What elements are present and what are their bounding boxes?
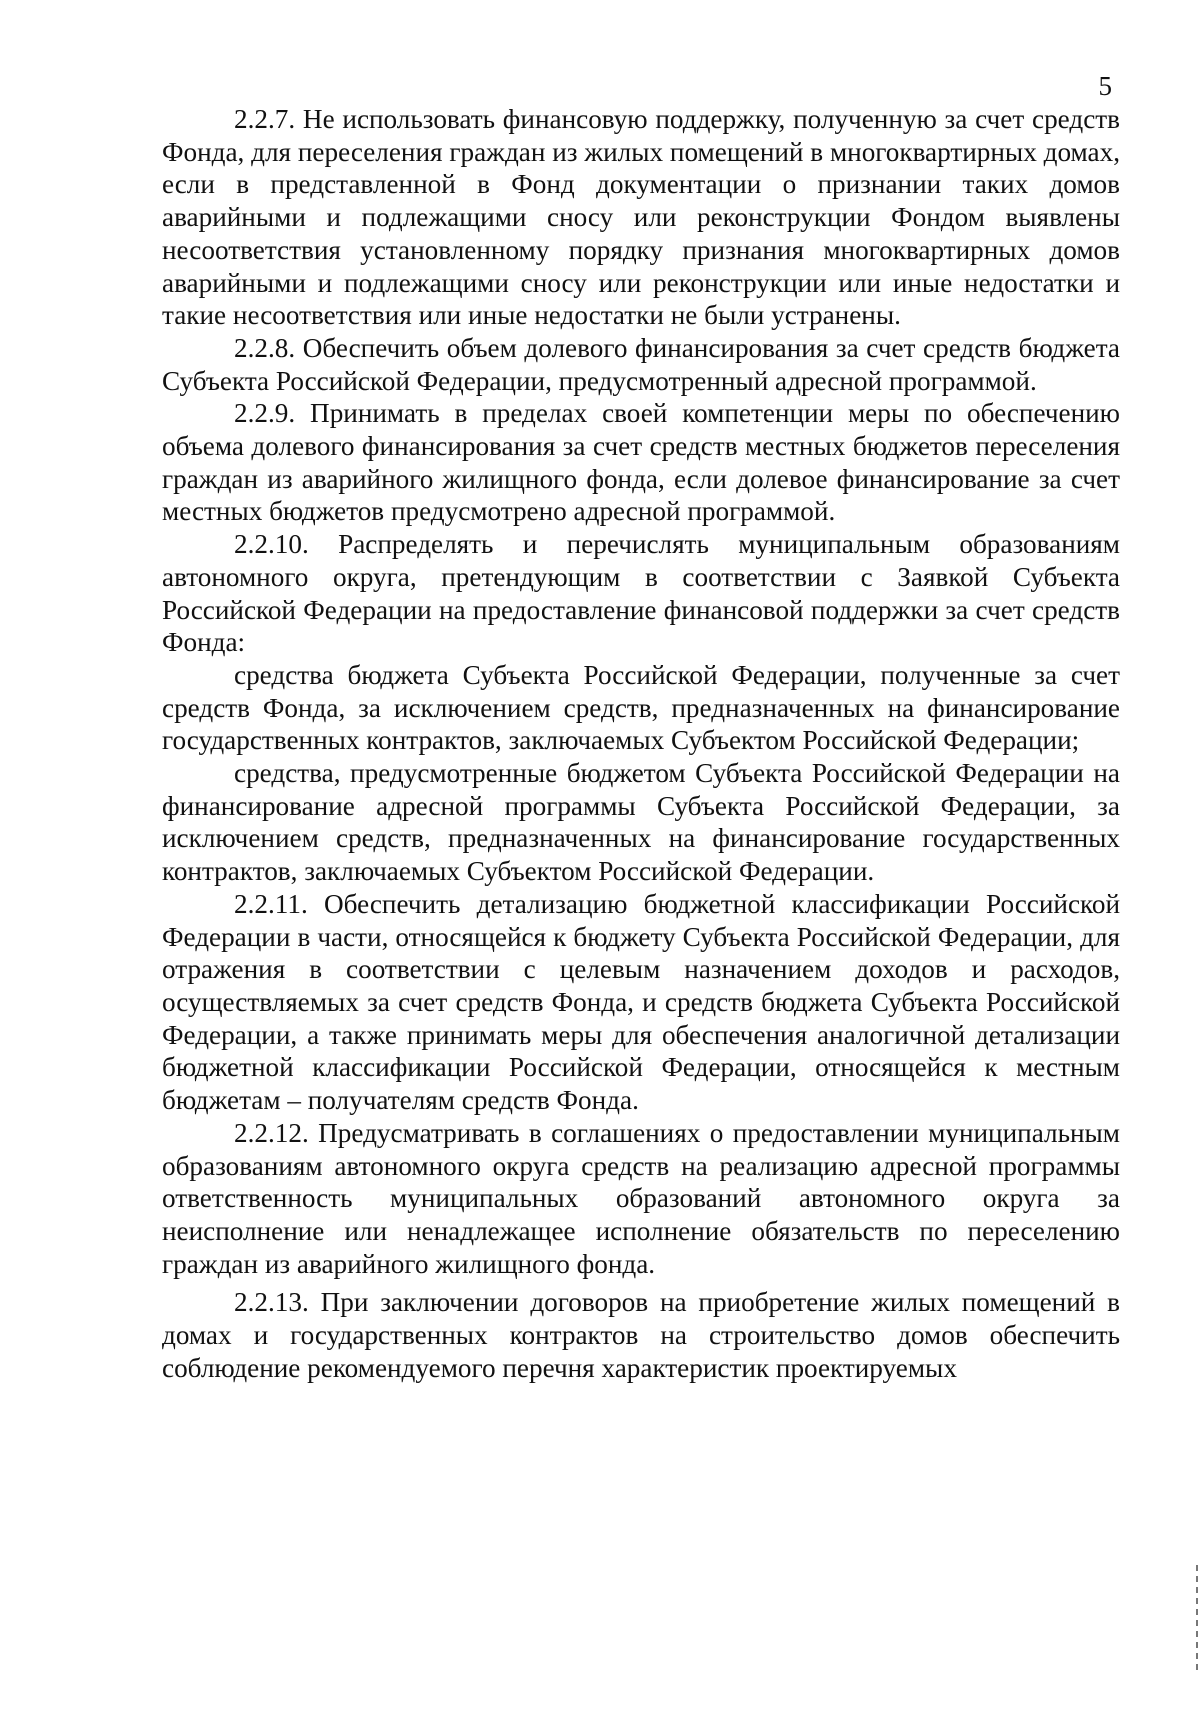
document-body [162,103,1120,1384]
paragraph-2-2-10: 2.2.10. Распределять и перечислять муниципальным образованиям автономного округа, претендующим в соответствии с Заявкой Субъекта Российской Федерации на предоставление финансовой поддержки за счет средств Фонда: [162,529,1120,658]
scan-edge-mark [1196,1565,1198,1675]
paragraph-2-2-7: 2.2.7. Не использовать финансовую поддержку, полученную за счет средств Фонда, для переселения граждан из жилых помещений в многоквартирных домах, если в представленной в Фонд документации о признании таких домов аварийными и подлежащими сносу или реконструкции Фондом выявлены несоответствия установленному порядку признания многоквартирных домов аварийными и подлежащими сносу или реконструкции или иные недостатки и такие несоответствия или иные недостатки не были устранены. [162,104,1120,331]
paragraph-2-2-13: 2.2.13. При заключении договоров на приобретение жилых помещений в домах и государственных контрактов на строительство домов обеспечить соблюдение рекомендуемого перечня характеристик проектируемых [162,1287,1120,1383]
paragraph-2-2-10-item-2: средства, предусмотренные бюджетом Субъекта Российской Федерации на финансирование адресной программы Субъекта Российской Федерации, за исключением средств, предназначенных на финансирование государственных контрактов, заключаемых Субъектом Российской Федерации. [162,758,1120,887]
paragraph-2-2-9: 2.2.9. Принимать в пределах своей компетенции меры по обеспечению объема долевого финансирования за счет средств местных бюджетов переселения граждан из аварийного жилищного фонда, если долевое финансирование за счет местных бюджетов предусмотрено адресной программой. [162,398,1120,527]
page-number: 5 [1098,71,1112,101]
paragraph-2-2-8: 2.2.8. Обеспечить объем долевого финансирования за счет средств бюджета Субъекта Российской Федерации, предусмотренный адресной программой. [162,332,1120,396]
paragraph-2-2-11: 2.2.11. Обеспечить детализацию бюджетной классификации Российской Федерации в части, относящейся к бюджету Субъекта Российской Федерации, для отражения в соответствии с целевым назначением доходов и расходов, осуществляемых за счет средств Фонда, и средств бюджета Субъекта Российской Федерации, а также принимать меры для обеспечения аналогичной детализации бюджетной классификации Российской Федерации, относящейся к местным бюджетам – получателям средств Фонда. [162,888,1120,1116]
paragraph-2-2-10-item-1: средства бюджета Субъекта Российской Федерации, полученные за счет средств Фонда, за исключением средств, предназначенных на финансирование государственных контрактов, заключаемых Субъектом Российской Федерации; [162,659,1120,756]
paragraph-2-2-12: 2.2.12. Предусматривать в соглашениях о предоставлении муниципальным образованиям автономного округа средств на реализацию адресной программы ответственность муниципальных образований автономного округа за неисполнение или ненадлежащее исполнение обязательств по переселению граждан из аварийного жилищного фонда. [162,1117,1120,1279]
